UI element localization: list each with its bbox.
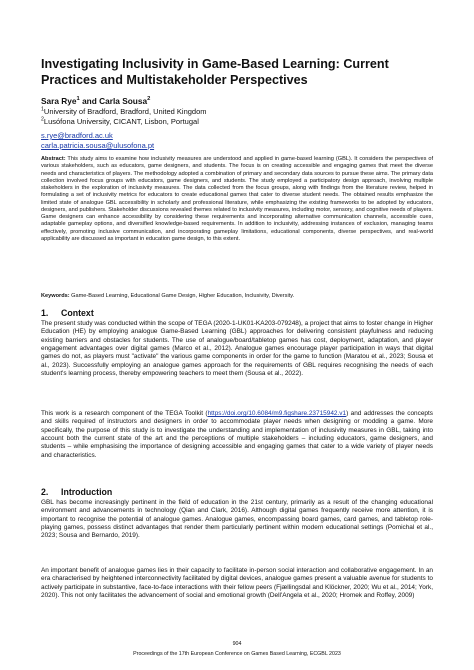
paragraph-text: This work is a research component of the TEGA Toolkit ( — [41, 410, 208, 417]
affiliation-mark: 1 — [41, 106, 44, 113]
abstract-text: This study aims to examine how inclusivity measures are understood and applied in game-based learning (GBL). It considers the perspectives of various stakeholders, such as educators, game designers, and students. The focus is on creating accessible and engaging games that meet the diverse needs and characteristics of players. The methodology adopted a combination of primary and secondary data sources to pursue these aims. The primary data collection involved focus groups with educators, game designers, and students. The study employed a participatory design approach, involving multiple stakeholders in the exploration of inclusivity measures. The data collected from the focus groups, along with findings from the literature review, helped in formulating a set of inclusivity metrics for educators to create educational games that cater to diverse student needs. The obtained results emphasize the limited state of analogue GBL accessibility in scholarly and professional literature, while emphasizing the existing frameworks to be adopted by educators, designers, and publishers. Stakeholder discussions revealed themes related to inclusivity measures, including motor, sensory, and cognitive needs of players. Game designers can enhance accessibility by considering these requirements and incorporating alternative communication channels, accessible cues, adaptable gameplay options, and diversified knowledge-based requirements. In addition to inclusivity, addressing instances of exclusion, managing teams effectively, promoting inclusive communication, and incorporating gameplay limitations, educational components, diverse perspectives, and real-world applicability are discussed as important in education game design, to this extent. — [41, 156, 433, 242]
email-link[interactable]: s.rye@bradford.ac.uk — [41, 131, 113, 140]
author-line — [41, 96, 150, 106]
author-affiliation-mark: 1 — [76, 96, 80, 103]
affiliation — [41, 107, 207, 116]
keywords-label: Keywords: — [41, 293, 70, 299]
section-number: 1. — [41, 308, 49, 318]
body-paragraph: The present study was conducted within the scope of TEGA (2020-1-UK01-KA203-079248), a project that aims to foster change in Higher Education (HE) by employing analogue Game-Based Learning (GBL) approaches for delivering consistent playfulness and reducing existing barriers and obstacles for students. The use of analogue/board/tabletop games has cost, deployment, adaptation, and player engagement advantages over digital games (Marco et al., 2012). Analogue games encourage player participation in ways that digital games do not, as players must "activate" the various game components in order for the game to function (Maratou et al., 2023; Sousa et al., 2023). Successfully employing an analogue games approach for the requirements of GBL requires recognising the needs of each student's learning process, thereby empowering teachers to meet them (Sousa et al., 2022). — [41, 320, 433, 378]
author-name: Sara Rye — [41, 96, 77, 106]
keywords-text: Game-Based Learning, Educational Game Design, Higher Education, Inclusivity, Diversity. — [69, 293, 295, 299]
keywords — [41, 293, 433, 299]
author-affiliation-mark: 2 — [147, 96, 151, 103]
paragraph-text: ) and addresses the concepts and skills required of instructors and designers in order to accommodate player needs when designing or modding a game. More specifically, the purpose of this study is to investigate the understanding and implementation of inclusivity measures in GBL, taking into account both the current state of the art and the perceptions of multiple stakeholders – including educators, game designers, and students – while emphasising the importance of designing accessible and engaging games that cater to a wide variety of player needs and characteristics. — [41, 410, 433, 459]
body-paragraph: GBL has become increasingly pertinent in the field of education in the 21st century, primarily as a result of the changing educational environment and advancements in technology (Qian and Clark, 2016). Although digital games frequently receive more attention, it is important to recognise the potential of analogue games. Analogue games, encompassing board games, card games, and tabletop role-playing games, possess distinct advantages that render them particularly pertinent within modern educational settings (Pomichal et al., 2023; Sousa and Bernardo, 2019). — [41, 499, 433, 540]
section-title: Context — [61, 308, 94, 318]
affiliation-text: University of Bradford, Bradford, United Kingdom — [43, 107, 207, 116]
affiliation-mark: 2 — [41, 116, 44, 123]
doi-link[interactable]: https://doi.org/10.6084/m9.figshare.23715942.v1 — [207, 410, 347, 417]
body-paragraph: An important benefit of analogue games lies in their capacity to facilitate in-person social interaction and collaborative engagement. In an era characterised by heightened interconnectivity facilitated by digital devices, analogue games present a valuable avenue for students to actively participate in substantive, face-to-face interactions with their fellow peers (Fjællingsdal and Klöckner, 2020; Wu et al., 2014; York, 2020). This not only facilitates the advancement of social and emotional growth (Dell'Angela et al., 2020; Hromek and Roffey, 2009) — [41, 567, 433, 600]
body-paragraph — [41, 410, 433, 460]
author-conjunction: and — [79, 96, 100, 106]
email-link[interactable]: carla.patricia.sousa@ulusofona.pt — [41, 141, 155, 150]
abstract — [41, 156, 433, 243]
section-title: Introduction — [61, 487, 113, 497]
page-number: 904 — [232, 641, 242, 647]
affiliation-text: Lusófona University, CICANT, Lisbon, Portugal — [43, 117, 199, 126]
author-name: Carla Sousa — [99, 96, 148, 106]
proceedings-footer: Proceedings of the 17th European Conference on Games Based Learning, ECGBL 2023 — [133, 651, 341, 657]
section-heading-context — [41, 308, 94, 318]
section-heading-introduction — [41, 487, 112, 497]
affiliation — [41, 117, 199, 126]
abstract-label: Abstract: — [41, 156, 66, 162]
paper-title: Investigating Inclusivity in Game-Based Learning: Current Practices and Multistakeholder Perspectives — [41, 57, 389, 87]
section-number: 2. — [41, 487, 49, 497]
